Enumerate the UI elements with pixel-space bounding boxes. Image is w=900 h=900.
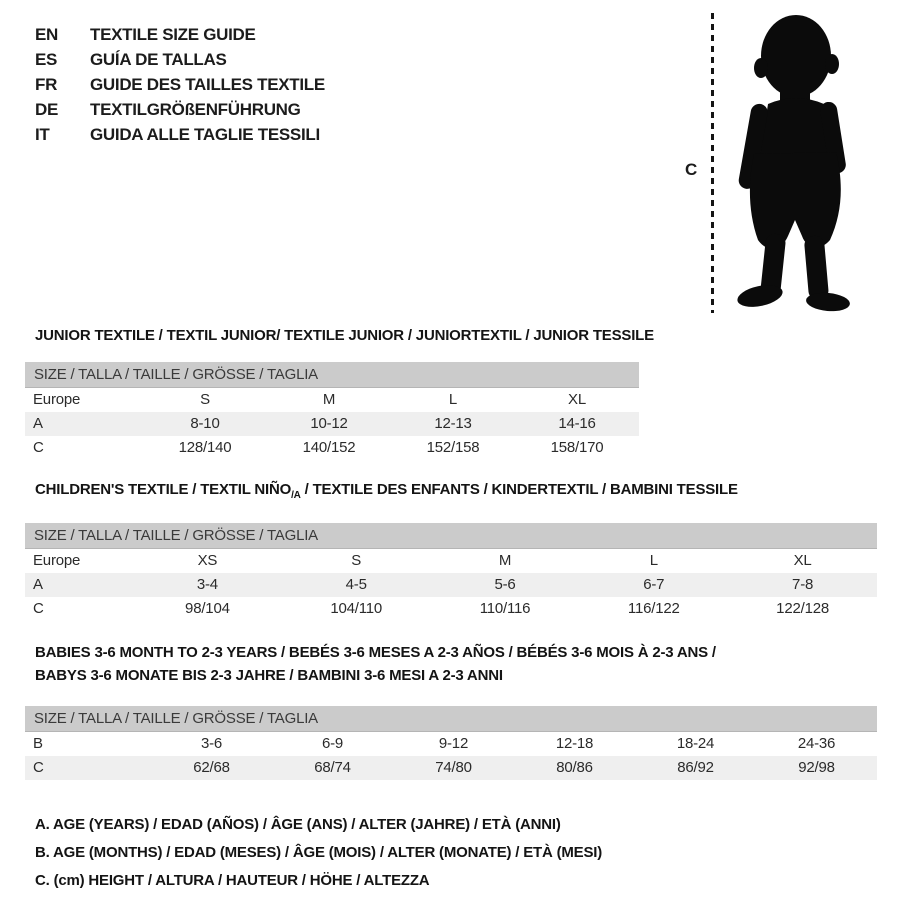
- table-row-height: [25, 756, 877, 780]
- table-cell: 104/110: [330, 600, 383, 617]
- language-label: GUIDE DES TAILLES TEXTILE: [90, 75, 325, 94]
- table-cell: 10-12: [310, 415, 348, 432]
- language-code: IT: [35, 125, 50, 144]
- table-row-height: [25, 436, 639, 460]
- size-header-bar: SIZE / TALLA / TAILLE / GRÖSSE / TAGLIA: [25, 523, 877, 549]
- row-label: A: [33, 415, 43, 432]
- row-label: C: [33, 759, 44, 776]
- table-cell: M: [498, 552, 512, 569]
- row-label: Europe: [33, 391, 81, 408]
- language-label: TEXTILGRÖßENFÜHRUNG: [90, 100, 301, 119]
- section-title-junior: JUNIOR TEXTILE / TEXTIL JUNIOR/ TEXTILE JUNIOR / JUNIORTEXTIL / JUNIOR TESSILE: [35, 327, 654, 344]
- table-cell: 8-10: [190, 415, 220, 432]
- table-cell: 116/122: [627, 600, 680, 617]
- table-cell: L: [649, 552, 658, 569]
- table-cell: 4-5: [345, 576, 367, 593]
- table-cell: 152/158: [426, 439, 480, 456]
- row-label: C: [33, 600, 44, 617]
- size-table-children: [25, 523, 877, 621]
- table-cell: 24-36: [797, 735, 836, 752]
- table-cell: XL: [793, 552, 812, 569]
- language-row: [35, 97, 325, 122]
- title-text: / TEXTILE DES ENFANTS / KINDERTEXTIL / BAMBINI TESSILE: [300, 481, 738, 498]
- table-cell: 6-7: [643, 576, 665, 593]
- table-cell: 158/170: [550, 439, 604, 456]
- legend-line-age-months: B. AGE (MONTHS) / EDAD (MESES) / ÂGE (MOIS) / ALTER (MONATE) / ETÀ (MESI): [35, 844, 603, 861]
- table-cell: 140/152: [302, 439, 356, 456]
- baby-silhouette: [724, 8, 864, 313]
- size-header-bar: SIZE / TALLA / TAILLE / GRÖSSE / TAGLIA: [25, 362, 639, 388]
- table-cell: 3-4: [196, 576, 218, 593]
- legend: [25, 811, 877, 895]
- language-label: TEXTILE SIZE GUIDE: [90, 25, 256, 44]
- language-code: FR: [35, 75, 58, 94]
- height-measure-label: C: [685, 160, 698, 179]
- table-cell: 122/128: [776, 600, 829, 617]
- language-row: [35, 72, 325, 97]
- table-cell: L: [448, 391, 458, 408]
- table-cell: 3-6: [200, 735, 223, 752]
- language-label: GUIDA ALLE TAGLIE TESSILI: [90, 125, 320, 144]
- table-cell: 14-16: [558, 415, 596, 432]
- language-code: DE: [35, 100, 59, 119]
- size-table-junior: [25, 362, 639, 460]
- language-code: EN: [35, 25, 59, 44]
- table-row-height: [25, 597, 877, 621]
- table-cell: 80/86: [556, 759, 593, 776]
- table-cell: 128/140: [178, 439, 232, 456]
- table-cell: XL: [568, 391, 586, 408]
- table-cell: 9-12: [438, 735, 469, 752]
- table-cell: 92/98: [798, 759, 835, 776]
- table-cell: 12-13: [434, 415, 472, 432]
- table-cell: 110/116: [479, 600, 531, 617]
- table-row-europe: [25, 549, 877, 573]
- title-line: BABIES 3-6 MONTH TO 2-3 YEARS / BEBÉS 3-6 MESES A 2-3 AÑOS / BÉBÉS 3-6 MOIS À 2-3 ANS /: [35, 644, 716, 661]
- row-label: A: [33, 576, 43, 593]
- table-cell: S: [351, 552, 362, 569]
- table-cell: 6-9: [321, 735, 344, 752]
- table-cell: 62/68: [193, 759, 230, 776]
- language-row: [35, 47, 325, 72]
- row-label: B: [33, 735, 43, 752]
- table-cell: 98/104: [185, 600, 230, 617]
- row-label: Europe: [33, 552, 81, 569]
- language-list: [35, 22, 325, 147]
- table-cell: 5-6: [494, 576, 516, 593]
- table-cell: S: [200, 391, 210, 408]
- language-code: ES: [35, 50, 58, 69]
- height-figure: [660, 0, 900, 330]
- table-cell: 68/74: [314, 759, 351, 776]
- table-cell: 7-8: [792, 576, 814, 593]
- section-title-children: [25, 481, 877, 504]
- row-label: C: [33, 439, 44, 456]
- size-tables: [25, 327, 877, 895]
- section-title-babies: [25, 641, 877, 687]
- table-cell: 12-18: [555, 735, 594, 752]
- table-cell: 86/92: [677, 759, 714, 776]
- language-row: [35, 22, 325, 47]
- title-text: CHILDREN'S TEXTILE / TEXTIL NIÑO: [35, 481, 292, 498]
- table-row-age: [25, 412, 639, 436]
- table-row-months: [25, 732, 877, 756]
- size-table-babies: [25, 706, 877, 780]
- table-cell: 74/80: [435, 759, 472, 776]
- table-cell: M: [322, 391, 336, 408]
- table-cell: XS: [197, 552, 218, 569]
- language-row: [35, 122, 325, 147]
- title-line: BABYS 3-6 MONATE BIS 2-3 JAHRE / BAMBINI 3-6 MESI A 2-3 ANNI: [35, 667, 503, 684]
- legend-line-height: C. (cm) HEIGHT / ALTURA / HAUTEUR / HÖHE / ALTEZZA: [35, 872, 430, 889]
- table-row-europe: [25, 388, 639, 412]
- height-measure-line: [711, 13, 714, 313]
- legend-line-age-years: A. AGE (YEARS) / EDAD (AÑOS) / ÂGE (ANS) / ALTER (JAHRE) / ETÀ (ANNI): [35, 816, 561, 833]
- language-label: GUÍA DE TALLAS: [90, 50, 227, 69]
- table-cell: 18-24: [676, 735, 715, 752]
- title-subscript: /A: [291, 490, 301, 501]
- size-header-bar: SIZE / TALLA / TAILLE / GRÖSSE / TAGLIA: [25, 706, 877, 732]
- table-row-age: [25, 573, 877, 597]
